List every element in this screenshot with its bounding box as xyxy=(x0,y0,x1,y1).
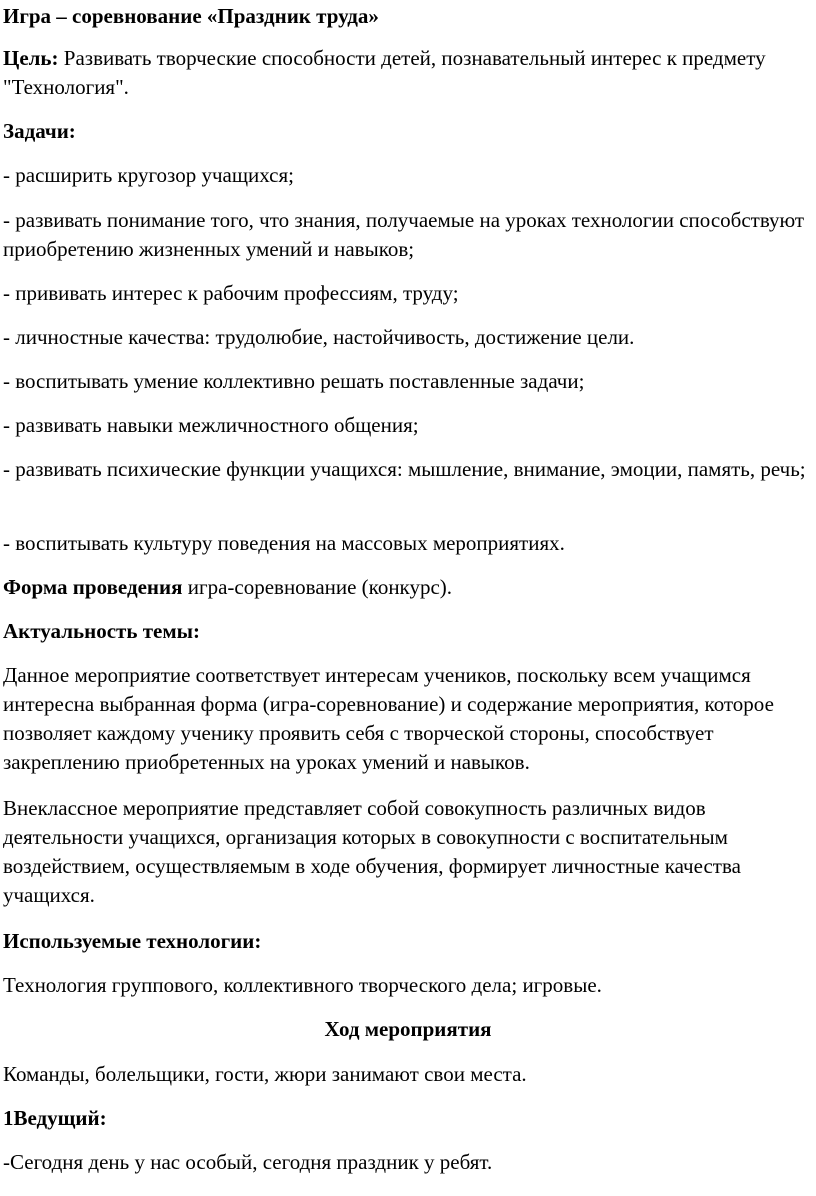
task-item: - развивать понимание того, что знания, получаемые на уроках технологии способствуют приобретению жизненных умений и навыков; xyxy=(3,208,805,261)
host-label: 1Ведущий: xyxy=(3,1106,107,1130)
goal-text: Развивать творческие способности детей, познавательный интерес к предмету "Технология". xyxy=(3,46,766,99)
form-paragraph xyxy=(3,573,811,602)
task-item: - воспитывать культуру поведения на массовых мероприятиях. xyxy=(3,531,565,555)
task-item: - развивать психические функции учащихся: мышление, внимание, эмоции, память, речь; xyxy=(3,457,806,481)
task-item: - развивать навыки межличностного общения; xyxy=(3,413,419,437)
relevance-paragraph: Данное мероприятие соответствует интересам учеников, поскольку всем учащимся интересна выбранная форма (игра-соревнование) и содержание мероприятия, которое позволяет каждому ученику проявить себя с творческой стороны, способствует закреплению приобретенных на уроках умений и навыков. xyxy=(3,663,774,774)
relevance-paragraph: Внеклассное мероприятие представляет собой совокупность различных видов деятельности учащихся, организация которых в совокупности с воспитательным воздействием, осуществляемым в ходе обучения, формирует личностные качества учащихся. xyxy=(3,796,741,907)
task-item: - воспитывать умение коллективно решать поставленные задачи; xyxy=(3,369,585,393)
goal-label: Цель: xyxy=(3,46,59,70)
technologies-text: Технология группового, коллективного творческого дела; игровые. xyxy=(3,973,602,997)
event-intro: Команды, болельщики, гости, жюри занимают свои места. xyxy=(3,1062,527,1086)
task-item: - расширить кругозор учащихся; xyxy=(3,163,294,187)
task-item: - личностные качества: трудолюбие, настойчивость, достижение цели. xyxy=(3,325,635,349)
document-title: Игра – соревнование «Праздник труда» xyxy=(3,4,379,28)
relevance-heading: Актуальность темы: xyxy=(3,619,201,643)
goal-paragraph xyxy=(3,44,811,102)
form-text: игра-соревнование (конкурс). xyxy=(182,575,453,599)
host-line: -Сегодня день у нас особый, сегодня праздник у ребят. xyxy=(3,1150,493,1174)
task-item: - прививать интерес к рабочим профессиям, труду; xyxy=(3,281,459,305)
technologies-heading: Используемые технологии: xyxy=(3,929,262,953)
tasks-heading: Задачи: xyxy=(3,119,76,143)
form-label: Форма проведения xyxy=(3,575,183,599)
event-heading: Ход мероприятия xyxy=(324,1017,492,1041)
